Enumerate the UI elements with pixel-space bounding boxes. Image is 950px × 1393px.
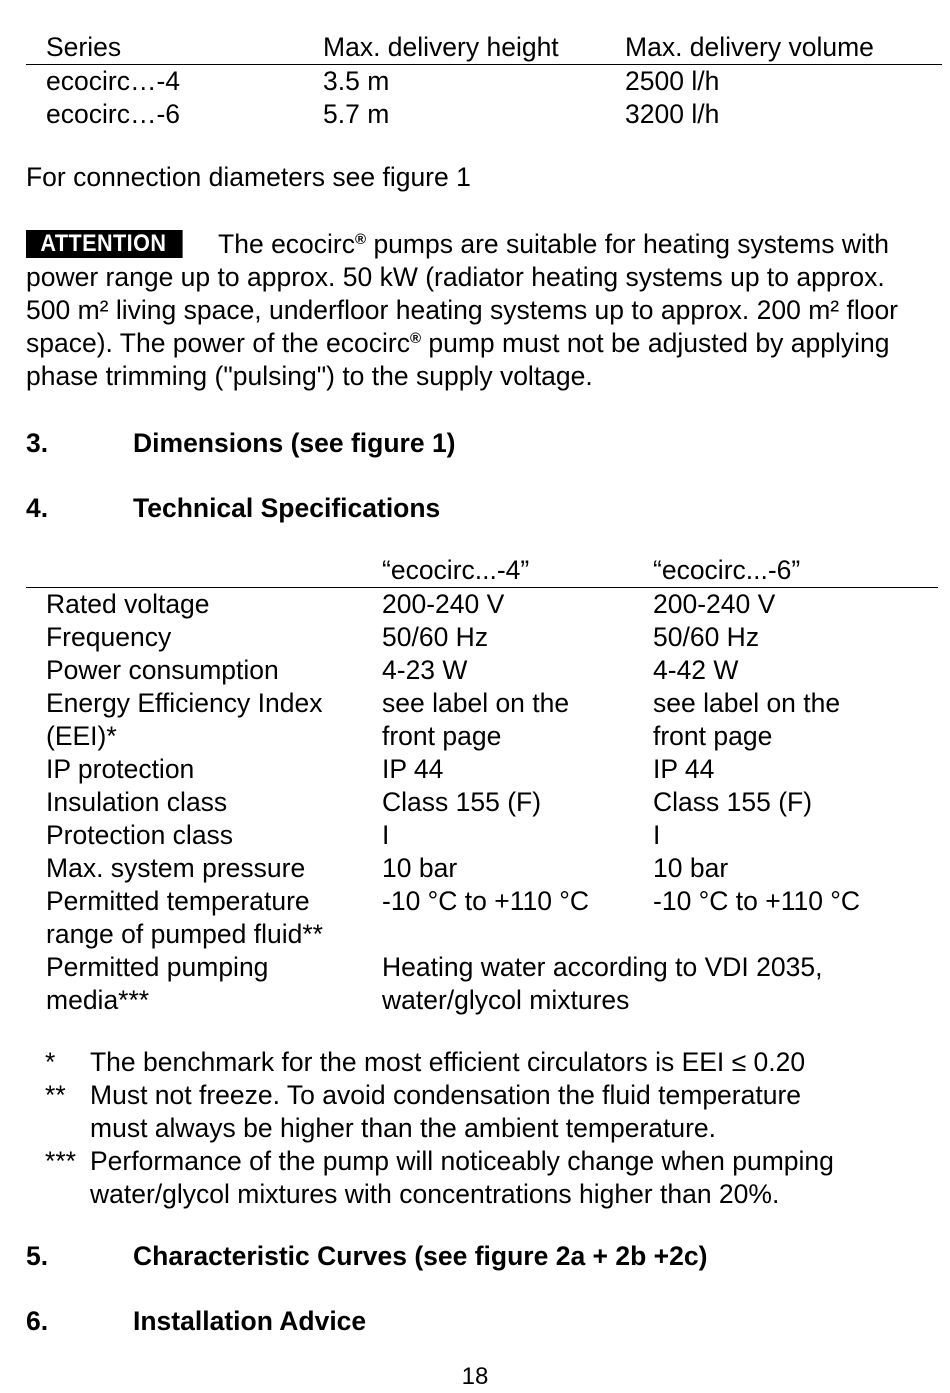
section-number: 5. [26, 1241, 49, 1271]
spec-value-4: I [382, 820, 390, 850]
spec-value-6: see label on the [653, 688, 841, 718]
spec-value-6: I [653, 820, 661, 850]
table-row [26, 984, 938, 1017]
media-value: Heating water according to VDI 2035, [382, 952, 823, 982]
spec-value-4: IP 44 [382, 754, 444, 784]
header-blank [26, 554, 382, 587]
section-heading-technical-specifications [26, 492, 440, 525]
media-value: water/glycol mixtures [382, 985, 630, 1015]
height-cell: 3.5 m [323, 66, 390, 96]
spec-label: media*** [46, 985, 150, 1015]
table-row [26, 885, 938, 918]
attention-text-1: The ecocirc [218, 229, 356, 259]
section-number: 6. [26, 1306, 49, 1336]
attention-paragraph [26, 228, 916, 393]
spec-value-4: 50/60 Hz [382, 622, 489, 652]
spec-label: Energy Efficiency Index [46, 688, 323, 718]
header-max-volume: Max. delivery volume [625, 32, 874, 62]
spec-value-4: -10 °C to +110 °C [382, 886, 590, 916]
table-row [26, 720, 938, 753]
footnote-text: The benchmark for the most efficient circulators is EEI ≤ 0.20 [90, 1047, 806, 1077]
spec-label: Max. system pressure [46, 853, 306, 883]
spec-label: range of pumped fluid** [46, 919, 323, 949]
header-max-height: Max. delivery height [323, 32, 559, 62]
spec-value-6: IP 44 [653, 754, 715, 784]
spec-label: Insulation class [46, 787, 228, 817]
table-row [26, 852, 938, 885]
spec-label: Protection class [46, 820, 234, 850]
table-row [26, 753, 938, 786]
footnote [45, 1079, 925, 1145]
spec-value-4: see label on the [382, 688, 570, 718]
spec-label: (EEI)* [46, 721, 117, 751]
spec-value-6: 10 bar [653, 853, 729, 883]
series-cell: ecocirc…-6 [46, 99, 181, 129]
spec-value-4: front page [382, 721, 502, 751]
registered-mark: ® [355, 231, 367, 248]
volume-cell: 2500 l/h [625, 66, 720, 96]
specs-table-header [26, 554, 938, 587]
spec-label: Rated voltage [46, 589, 210, 619]
footnote-mark: *** [45, 1146, 76, 1176]
section-heading-dimensions [26, 427, 456, 460]
table-row [26, 65, 942, 99]
spec-value-6 [653, 918, 938, 951]
footnote-mark: ** [45, 1080, 66, 1110]
footnote-text: Must not freeze. To avoid condensation the fluid temperature must always be higher than the ambient temperature. [90, 1080, 802, 1143]
series-cell: ecocirc…-4 [46, 66, 181, 96]
footnote-mark: * [45, 1047, 56, 1077]
spec-label: Permitted pumping [46, 952, 269, 982]
spec-value-6: 4-42 W [653, 655, 739, 685]
spec-label: IP protection [46, 754, 195, 784]
table-row [26, 621, 938, 654]
spec-value-4: Class 155 (F) [382, 787, 542, 817]
section-number: 3. [26, 428, 49, 458]
section-title: Dimensions (see figure 1) [133, 428, 456, 458]
section-heading-installation-advice [26, 1305, 366, 1338]
spec-label: Frequency [46, 622, 172, 652]
delivery-table-header [26, 31, 942, 64]
table-row [26, 588, 938, 622]
section-title: Technical Specifications [133, 493, 441, 523]
attention-text-3: pump must not be adjusted by applying phase trimming ("pulsing") to the supply voltage. [26, 328, 890, 391]
footnote-text: Performance of the pump will noticeably change when pumping water/glycol mixtures with concentrations higher than 20%. [90, 1146, 834, 1209]
table-row [26, 918, 938, 951]
spec-label: Permitted temperature [46, 886, 310, 916]
spec-value-6: -10 °C to +110 °C [653, 886, 861, 916]
page-number: 18 [461, 1363, 489, 1390]
spec-value-6: front page [653, 721, 773, 751]
attention-text-2: pumps are suitable for heating systems with power range up to approx. 50 kW (radiator heating systems up to approx. 500 m² living space, underfloor heating systems up to approx. 200 m² floor space). The power of the ecocirc [26, 229, 899, 358]
table-row [26, 687, 938, 720]
spec-value-4: 200-240 V [382, 589, 505, 619]
spec-value-4: 10 bar [382, 853, 458, 883]
footnotes [45, 1046, 925, 1211]
table-row [26, 786, 938, 819]
section-number: 4. [26, 493, 49, 523]
section-title: Characteristic Curves (see figure 2a + 2b +2c) [133, 1241, 708, 1271]
table-row [26, 98, 942, 131]
spec-value-6: Class 155 (F) [653, 787, 813, 817]
spec-value-6: 200-240 V [653, 589, 776, 619]
specs-table [26, 554, 938, 1017]
table-row [26, 819, 938, 852]
footnote [45, 1046, 925, 1079]
footnote [45, 1145, 925, 1211]
table-row [26, 654, 938, 687]
spec-value-4 [382, 918, 653, 951]
delivery-table [26, 31, 942, 131]
spec-value-4: 4-23 W [382, 655, 468, 685]
connection-note: For connection diameters see figure 1 [26, 162, 471, 192]
header-ecocirc-6: “ecocirc...-6” [653, 555, 801, 585]
spec-label: Power consumption [46, 655, 279, 685]
height-cell: 5.7 m [323, 99, 390, 129]
table-row [26, 951, 938, 984]
registered-mark: ® [409, 330, 422, 347]
attention-badge: ATTENTION [26, 230, 183, 258]
header-series: Series [46, 32, 122, 62]
volume-cell: 3200 l/h [625, 99, 720, 129]
section-heading-characteristic-curves [26, 1240, 707, 1273]
spec-value-6: 50/60 Hz [653, 622, 760, 652]
header-ecocirc-4: “ecocirc...-4” [382, 555, 530, 585]
section-title: Installation Advice [133, 1306, 367, 1336]
